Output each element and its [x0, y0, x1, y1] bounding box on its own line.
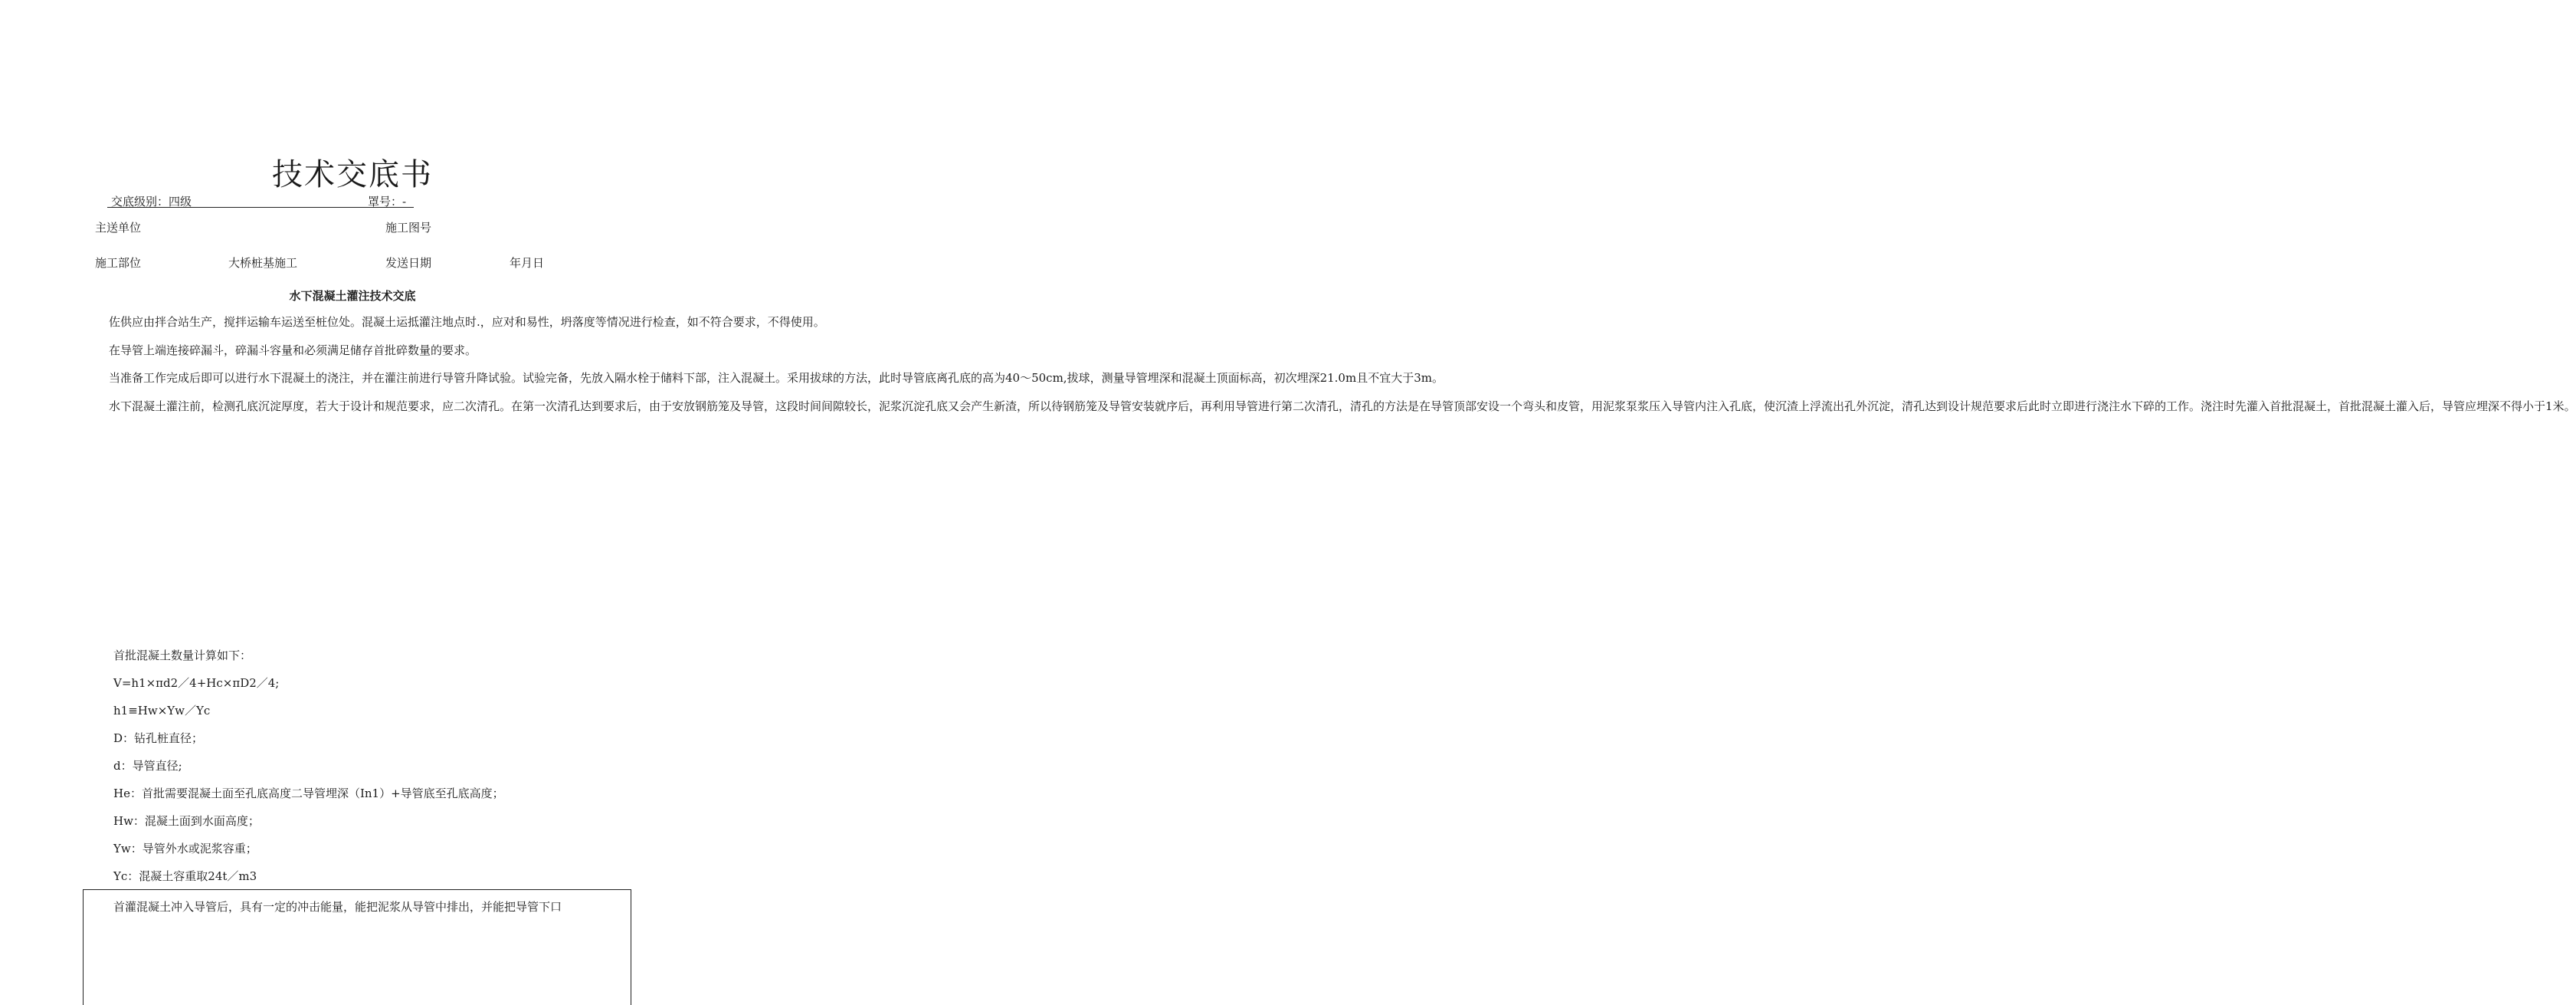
paragraph: 在导管上端连接碎漏斗，碎漏斗容量和必须满足储存首批碎数量的要求。: [109, 343, 477, 357]
calc-line: d：导管直径;: [113, 759, 182, 773]
calc-line: Yw：导管外水或泥浆容重；: [113, 842, 257, 856]
date-label: 发送日期: [385, 256, 432, 270]
level-line: [107, 193, 414, 208]
calc-line: h1≡Hw×Yw／Yc: [113, 704, 211, 718]
paragraph: 水下混凝土灌注前，检测孔底沉淀厚度，若大于设计和规范要求，应二次清孔。在第一次清孔达到要求后，由于安放钢筋笼及导管，这段时间间隙较长，泥浆沉淀孔底又会产生新渣，所以待钢筋笼及导管安装就序后，再利用导管进行第二次清孔，清孔的方法是在导管顶部安设一个弯头和皮管，用泥浆泵浆压入导管内注入孔底，使沉渣上浮流出孔外沉淀，清孔达到设计规范要求后此时立即进行浇注水下碎的工作。浇注时先灌入首批混凝土，首批混凝土灌入后，导管应埋深不得小于1米。: [109, 399, 2576, 413]
level-label: 交底级别：四级: [111, 195, 192, 209]
calc-line: He：首批需要混凝土面至孔底高度二导管埋深（In1）+导管底至孔底高度；: [113, 787, 504, 800]
calc-line: D：钻孔桩直径；: [113, 731, 204, 745]
site-value: 大桥桩基施工: [228, 256, 298, 270]
date-value: 年月日: [510, 256, 545, 270]
calc-line: Hw：混凝土面到水面高度；: [113, 814, 260, 828]
calc-line: V=h1×πd2／4+Hc×πD2／4;: [113, 676, 280, 690]
number-label: 罩号：-: [368, 195, 407, 209]
boxed-paragraph: 首灌混凝土冲入导管后，具有一定的冲击能量，能把泥浆从导管中排出，并能把导管下口: [113, 900, 562, 914]
calc-line: Yc：混凝土容重取24t／m3: [113, 869, 257, 883]
paragraph: 当准备工作完成后即可以进行水下混凝土的浇注，并在灌注前进行导管升降试验。试验完备，先放入隔水栓于储料下部，注入混凝土。采用拔球的方法，此时导管底离孔底的高为40～50cm,拔球，测量导管埋深和混凝土顶面标高，初次埋深21.0m且不宜大于3m。: [109, 371, 1444, 385]
sender-label: 主送单位: [95, 221, 142, 235]
drawing-label: 施工图号: [385, 221, 432, 235]
body-paragraphs: [86, 308, 2576, 420]
document-title: 技术交底书: [272, 157, 433, 192]
paragraph: 佐供应由拌合站生产，搅拌运输车运送至桩位处。混凝土运抵灌注地点时.，应对和易性，坍落度等情况进行检查，如不符合要求，不得使用。: [109, 315, 825, 329]
site-label: 施工部位: [95, 256, 142, 270]
section-title: 水下混凝土灌注技术交底: [289, 289, 416, 303]
calc-line: 首批混凝土数量计算如下：: [113, 649, 252, 662]
